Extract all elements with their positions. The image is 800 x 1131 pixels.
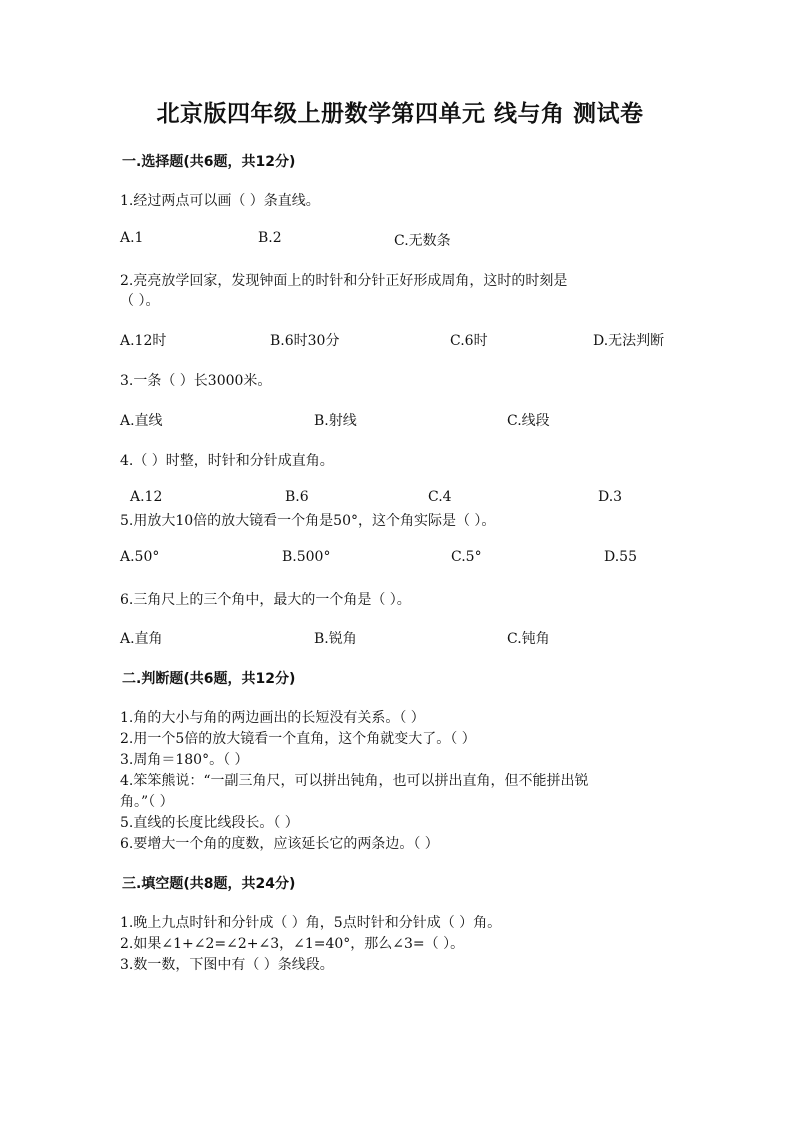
fill-in-line-3: 3.数一数，下图中有（ ）条线段。: [120, 957, 334, 973]
question-3-option-c: C.线段: [507, 413, 550, 429]
question-6-option-a: A.直角: [120, 631, 163, 647]
question-1-option-a: A.1: [120, 230, 144, 246]
question-6-option-b: B.锐角: [314, 631, 357, 647]
question-3-text: 3.一条（ ）长3000米。: [120, 373, 272, 389]
page-title: 北京版四年级上册数学第四单元 线与角 测试卷: [156, 100, 644, 127]
question-2-option-c: C.6时: [450, 333, 488, 349]
section-heading-fill-in: 三.填空题(共8题，共24分): [122, 876, 296, 892]
question-4-option-d: D.3: [598, 489, 623, 505]
judgement-line-2: 2.用一个5倍的放大镜看一个直角，这个角就变大了。（ ）: [120, 731, 476, 747]
question-3-option-a: A.直线: [120, 413, 163, 429]
question-4-text: 4.（ ）时整，时针和分针成直角。: [120, 453, 334, 469]
question-6-text: 6.三角尺上的三个角中，最大的一个角是（ ）。: [120, 592, 411, 608]
fill-in-line-1: 1.晚上九点时针和分针成（ ）角，5点时针和分针成（ ）角。: [120, 915, 502, 931]
judgement-line-6: 6.要增大一个角的度数，应该延长它的两条边。（ ）: [120, 836, 439, 852]
question-1-option-c: C.无数条: [394, 233, 451, 249]
question-2-option-a: A.12时: [120, 333, 167, 349]
question-2-option-b: B.6时30分: [270, 333, 340, 349]
question-1-option-b: B.2: [258, 230, 282, 246]
question-4-option-c: C.4: [428, 489, 452, 505]
question-5-option-c: C.5°: [451, 549, 482, 565]
question-2-option-d: D.无法判断: [593, 333, 665, 349]
question-1-text: 1.经过两点可以画（ ）条直线。: [120, 193, 320, 209]
question-4-option-b: B.6: [285, 489, 309, 505]
question-5-option-b: B.500°: [282, 549, 331, 565]
fill-in-line-2: 2.如果∠1+∠2=∠2+∠3，∠1=40°，那么∠3=（ ）。: [120, 936, 465, 952]
question-2-text-line1: 2.亮亮放学回家，发现钟面上的时针和分针正好形成周角，这时的时刻是: [120, 273, 568, 289]
question-4-option-a: A.12: [130, 489, 163, 505]
question-3-option-b: B.射线: [314, 413, 357, 429]
judgement-line-4-continued: 角。”（ ）: [120, 794, 174, 810]
question-5-option-a: A.50°: [120, 549, 160, 565]
judgement-line-4: 4.笨笨熊说：“一副三角尺，可以拼出钝角，也可以拼出直角，但不能拼出锐: [120, 773, 589, 789]
question-5-option-d: D.55: [604, 549, 637, 565]
question-5-text: 5.用放大10倍的放大镜看一个角是50°，这个角实际是（ ）。: [120, 513, 496, 529]
question-6-option-c: C.钝角: [507, 631, 550, 647]
judgement-line-1: 1.角的大小与角的两边画出的长短没有关系。（ ）: [120, 710, 425, 726]
judgement-line-3: 3.周角＝180°。（ ）: [120, 752, 249, 768]
judgement-line-5: 5.直线的长度比线段长。（ ）: [120, 815, 299, 831]
question-2-text-line2: （ ）。: [120, 293, 160, 309]
section-heading-choice: 一.选择题(共6题，共12分): [122, 154, 296, 170]
section-heading-judgement: 二.判断题(共6题，共12分): [122, 671, 296, 687]
